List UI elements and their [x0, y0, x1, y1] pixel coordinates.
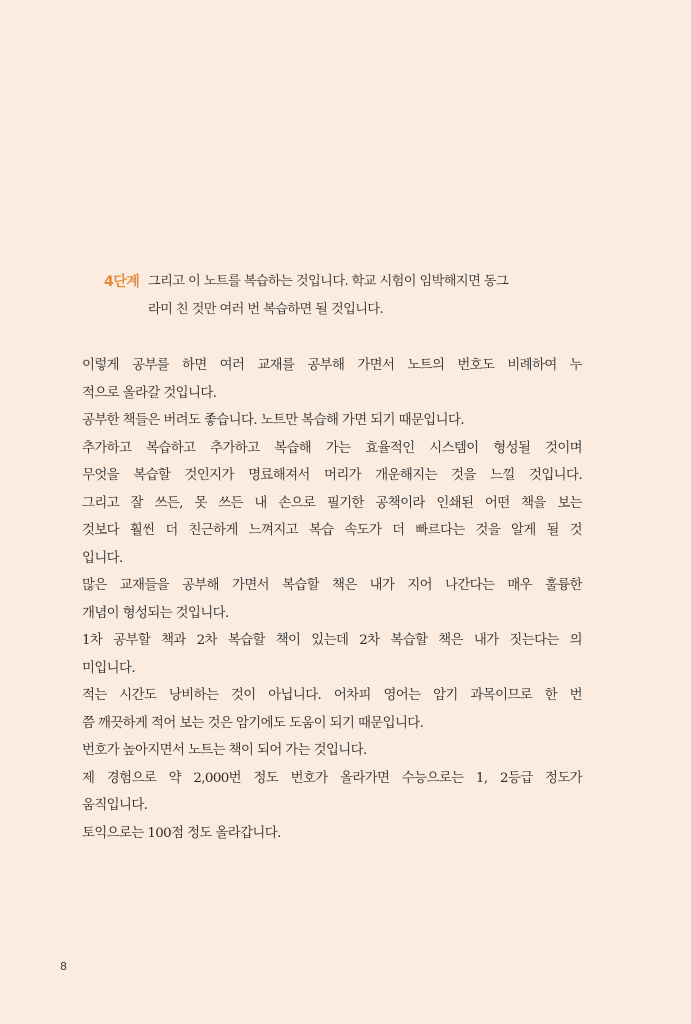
step-description-line: 그리고 이 노트를 복습하는 것입니다. 학교 시험이 임박해지면 동그 — [148, 274, 509, 289]
body-line: 그리고 잘 쓰든, 못 쓰든 내 손으로 필기한 공책이라 인쇄된 어떤 책을 보는 — [82, 495, 582, 511]
body-line: 적는 시간도 낭비하는 것이 아닙니다. 어차피 영어는 암기 과목이므로 한 번 — [82, 688, 582, 703]
body-line: 공부한 책들은 버려도 좋습니다. 노트만 복습해 가면 되기 때문입니다. — [82, 413, 464, 428]
body-line: 적으로 올라갈 것입니다. — [82, 385, 217, 401]
body-line: 것보다 훨씬 더 친근하게 느껴지고 복습 속도가 더 빠르다는 것을 알게 될 것 — [82, 523, 582, 538]
body-text — [82, 352, 582, 847]
body-line: 추가하고 복습하고 추가하고 복습해 가는 효율적인 시스템이 형성될 것이며 — [82, 440, 582, 456]
body-line: 미입니다. — [82, 660, 135, 676]
body-line: 무엇을 복습할 것인지가 명료해져서 머리가 개운해지는 것을 느낄 것입니다. — [82, 468, 582, 483]
body-line: 번호가 높아지면서 노트는 책이 되어 가는 것입니다. — [82, 743, 367, 758]
body-line: 제 경험으로 약 2,000번 정도 번호가 올라가면 수능으로는 1, 2등급 정도가 — [82, 770, 582, 786]
body-line: 많은 교재들을 공부해 가면서 복습할 책은 내가 지어 나간다는 매우 훌륭한 — [82, 578, 582, 593]
step-description-line: 라미 친 것만 여러 번 복습하면 될 것입니다. — [148, 302, 384, 317]
body-line: 쯤 깨끗하게 적어 보는 것은 암기에도 도움이 되기 때문입니다. — [82, 715, 424, 731]
body-line: 1차 공부할 책과 2차 복습할 책이 있는데 2차 복습할 책은 내가 짓는다는 의 — [82, 633, 582, 648]
body-line: 개념이 형성되는 것입니다. — [82, 605, 229, 621]
step-label: 4단계 — [104, 274, 140, 290]
body-line: 입니다. — [82, 550, 123, 566]
body-line: 토익으로는 100점 정도 올라갑니다. — [82, 825, 281, 841]
body-line: 이렇게 공부를 하면 여러 교재를 공부해 가면서 노트의 번호도 비례하여 누 — [82, 358, 582, 373]
step-description — [148, 268, 568, 324]
page-number: 8 — [60, 960, 67, 973]
body-line: 움직입니다. — [82, 798, 148, 813]
